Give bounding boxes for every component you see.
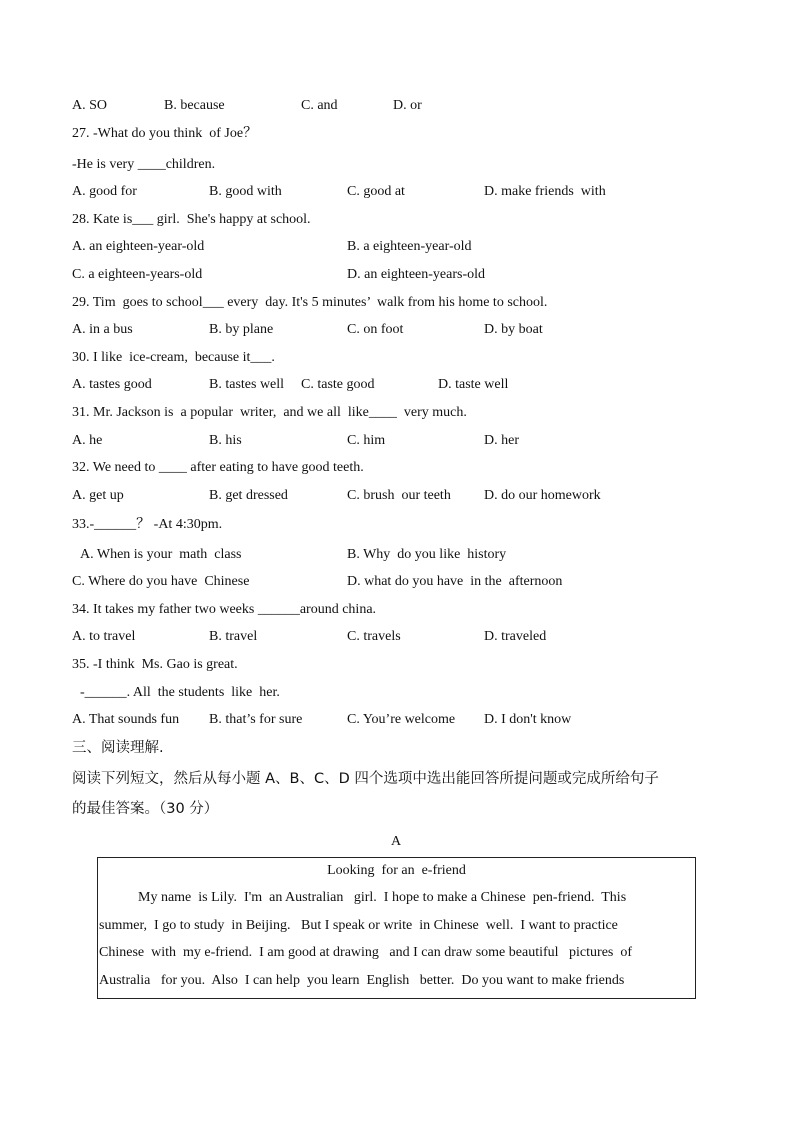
q32-stem: 32. We need to ____ after eating to have good teeth. — [72, 460, 364, 475]
q27-stem-line2: -He is very ____children. — [72, 157, 216, 172]
q34-option-b: B. travel — [209, 629, 258, 644]
q30-option-b: B. tastes well — [209, 377, 285, 392]
section-heading: 三、阅读理解. — [72, 740, 164, 756]
q28-stem: 28. Kate is___ girl. She's happy at school. — [72, 212, 311, 227]
q31-stem: 31. Mr. Jackson is a popular writer, and we all like____ very much. — [72, 405, 467, 420]
q30-option-d: D. taste well — [438, 377, 509, 392]
q34-option-d: D. traveled — [484, 629, 547, 644]
q29-option-a: A. in a bus — [72, 322, 133, 337]
q30-option-a: A. tastes good — [72, 377, 152, 392]
q31-option-b: B. his — [209, 433, 242, 448]
q27-option-a: A. good for — [72, 184, 137, 199]
q33-option-c: C. Where do you have Chinese — [72, 574, 250, 589]
q33-stem: 33.-______？ -At 4:30pm. — [72, 517, 223, 532]
q28-option-d: D. an eighteen-years-old — [347, 267, 485, 282]
q30-stem: 30. I like ice-cream, because it___. — [72, 350, 275, 365]
q34-option-c: C. travels — [347, 629, 401, 644]
q28-option-a: A. an eighteen-year-old — [72, 239, 205, 254]
q35-stem: 35. -I think Ms. Gao is great. — [72, 657, 238, 672]
q35-option-a: A. That sounds fun — [72, 712, 180, 727]
q35-stem-line2: -______. All the students like her. — [80, 685, 280, 700]
q27-option-d: D. make friends with — [484, 184, 606, 199]
q32-option-c: C. brush our teeth — [347, 488, 451, 503]
q29-option-b: B. by plane — [209, 322, 274, 337]
q31-option-d: D. her — [484, 433, 519, 448]
q34-option-a: A. to travel — [72, 629, 136, 644]
q29-stem: 29. Tim goes to school___ every day. It's 5 minutes’ walk from his home to school. — [72, 295, 548, 310]
q28-option-c: C. a eighteen-years-old — [72, 267, 203, 282]
q35-option-b: B. that’s for sure — [209, 712, 303, 727]
q33-option-d: D. what do you have in the afternoon — [347, 574, 563, 589]
q33-option-b: B. Why do you like history — [347, 547, 507, 562]
q31-option-a: A. he — [72, 433, 103, 448]
q35-option-d: D. I don't know — [484, 712, 572, 727]
q29-option-d: D. by boat — [484, 322, 543, 337]
section-instruction-line2: 的最佳答案。（30 分） — [72, 801, 219, 817]
passage-label: A — [391, 834, 402, 849]
q26-option-a: A. SO — [72, 98, 108, 113]
q28-option-b: B. a eighteen-year-old — [347, 239, 472, 254]
q26-option-c: C. and — [301, 98, 338, 113]
q32-option-a: A. get up — [72, 488, 124, 503]
q33-option-a: A. When is your math class — [80, 547, 242, 562]
passage-line-1: My name is Lily. I'm an Australian girl. I hope to make a Chinese pen-friend. This — [138, 890, 627, 905]
q27-stem: 27. -What do you think of Joe？ — [72, 126, 258, 141]
q34-stem: 34. It takes my father two weeks ______around china. — [72, 602, 377, 617]
q32-option-b: B. get dressed — [209, 488, 288, 503]
passage-line-3: Chinese with my e-friend. I am good at drawing and I can draw some beautiful pictures of — [99, 945, 633, 960]
q31-option-c: C. him — [347, 433, 386, 448]
passage-line-4: Australia for you. Also I can help you learn English better. Do you want to make friends — [99, 973, 625, 988]
passage-title: Looking for an e-friend — [327, 863, 466, 878]
q27-option-b: B. good with — [209, 184, 282, 199]
q32-option-d: D. do our homework — [484, 488, 601, 503]
q26-option-b: B. because — [164, 98, 225, 113]
q35-option-c: C. You’re welcome — [347, 712, 456, 727]
passage-line-2: summer, I go to study in Beijing. But I speak or write in Chinese well. I want to practice — [99, 918, 618, 933]
q26-option-d: D. or — [393, 98, 422, 113]
q29-option-c: C. on foot — [347, 322, 404, 337]
q27-option-c: C. good at — [347, 184, 405, 199]
q30-option-c: C. taste good — [301, 377, 375, 392]
section-instruction-line1: 阅读下列短文，然后从每小题 A、B、C、D 四个选项中选出能回答所提问题或完成所给句子 — [72, 771, 659, 787]
